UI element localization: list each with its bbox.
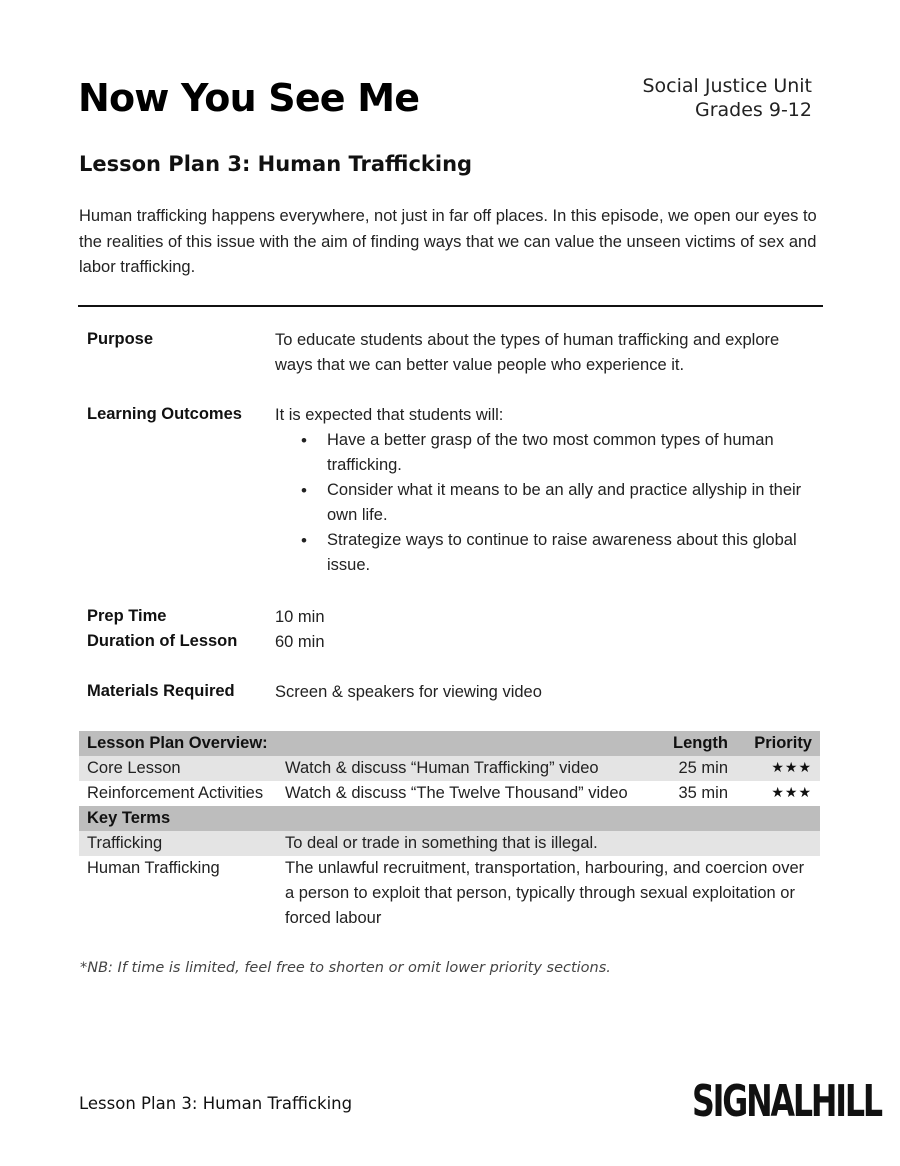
table-row <box>79 831 820 856</box>
unit-info <box>643 74 813 122</box>
term-definition: The unlawful recruitment, transportation, harbouring, and coercion over a person to exploit that person, typically through sexual exploitation or forced labour <box>285 859 805 927</box>
activity-description: Watch & discuss “The Twelve Thousand” video <box>285 784 628 802</box>
priority-stars: ★★★ <box>771 785 812 801</box>
document-title: Now You See Me <box>78 76 420 120</box>
grade-range: Grades 9-12 <box>695 99 812 121</box>
table-row <box>79 756 820 781</box>
overview-heading: Lesson Plan Overview: <box>87 734 268 752</box>
duration-label: Duration of Lesson <box>87 632 238 650</box>
priority-header: Priority <box>754 734 812 752</box>
activity-name: Reinforcement Activities <box>87 784 264 802</box>
intro-paragraph: Human trafficking happens everywhere, not just in far off places. In this episode, we open our eyes to the realities of this issue with the aim of finding ways that we can value the unseen victims of sex and labor trafficking. <box>79 207 817 276</box>
prep-time-label: Prep Time <box>87 607 167 625</box>
learning-outcomes <box>275 403 820 578</box>
purpose-label: Purpose <box>87 330 154 348</box>
footer-lesson-title: Lesson Plan 3: Human Trafficking <box>79 1094 353 1113</box>
duration-value: 60 min <box>275 633 325 651</box>
outcomes-list <box>275 428 820 578</box>
materials-label: Materials Required <box>87 682 235 700</box>
activity-length: 35 min <box>678 784 728 802</box>
term-name: Trafficking <box>87 834 163 852</box>
lesson-overview-table <box>79 731 820 931</box>
key-terms-heading: Key Terms <box>87 809 171 827</box>
lesson-heading: Lesson Plan 3: Human Trafficking <box>79 152 473 176</box>
signal-hill-logo: SIGNALHILL <box>692 1076 881 1127</box>
outcome-item: • Strategize ways to continue to raise awareness about this global issue. <box>275 528 820 578</box>
term-name: Human Trafficking <box>87 859 220 877</box>
outcome-item: • Consider what it means to be an ally and practice allyship in their own life. <box>275 478 820 528</box>
activity-description: Watch & discuss “Human Trafficking” video <box>285 759 599 777</box>
activity-name: Core Lesson <box>87 759 181 777</box>
purpose-value: To educate students about the types of human trafficking and explore ways that we can better value people who experience it. <box>275 331 780 374</box>
activity-length: 25 min <box>678 759 728 777</box>
unit-name: Social Justice Unit <box>642 75 812 97</box>
table-row <box>79 781 820 806</box>
key-terms-header-row <box>79 806 820 831</box>
materials-value: Screen & speakers for viewing video <box>275 683 542 701</box>
section-divider <box>78 305 823 307</box>
overview-header-row <box>79 731 820 756</box>
priority-stars: ★★★ <box>771 760 812 776</box>
outcome-item: • Have a better grasp of the two most common types of human trafficking. <box>275 428 820 478</box>
term-definition: To deal or trade in something that is illegal. <box>285 834 598 852</box>
table-row <box>79 856 820 931</box>
prep-time-value: 10 min <box>275 608 325 626</box>
learning-outcomes-label: Learning Outcomes <box>87 405 242 423</box>
length-header: Length <box>673 734 728 752</box>
outcomes-intro: It is expected that students will: <box>275 406 504 424</box>
priority-note: *NB: If time is limited, feel free to shorten or omit lower priority sections. <box>80 960 611 976</box>
